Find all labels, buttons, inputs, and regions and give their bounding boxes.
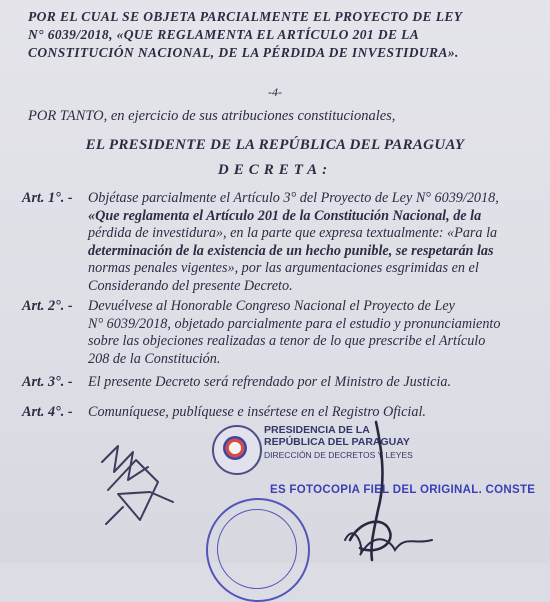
article-1-line-3: pérdida de investidura», en la parte que expresa textualmente: «Para la	[88, 225, 498, 242]
por-tanto-clause: POR TANTO, en ejercicio de sus atribuciones constitucionales,	[28, 108, 396, 124]
stamp-line-3: DIRECCIÓN DE DECRETOS Y LEYES	[264, 450, 413, 460]
stamp-line-1: PRESIDENCIA DE LA	[264, 424, 370, 436]
article-2-line-1: Devuélvese al Honorable Congreso Nacional el Proyecto de Ley	[88, 298, 455, 314]
article-4-label: Art. 4°. -	[22, 404, 73, 420]
article-4-line-1: Comuníquese, publíquese e insértese en el Registro Oficial.	[88, 404, 426, 420]
president-signature	[88, 432, 198, 532]
article-1-line-6: Considerando del presente Decreto.	[88, 277, 293, 294]
article-1-label: Art. 1°. -	[22, 190, 73, 206]
page-number: -4-	[268, 85, 282, 99]
article-1-line-4: determinación de la existencia de un hecho punible, se respetarán las	[88, 242, 494, 259]
certified-copy-stamp: ES FOTOCOPIA FIEL DEL ORIGINAL. CONSTE	[270, 484, 536, 496]
article-2-line-4: 208 de la Constitución.	[88, 350, 221, 367]
article-1-line-1: Objétase parcialmente el Artículo 3° del Proyecto de Ley N° 6039/2018,	[88, 190, 499, 206]
coat-of-arms-seal	[212, 425, 262, 475]
article-2-line-3: sobre las objeciones realizadas a tenor de lo que prescribe el Artículo	[88, 333, 486, 350]
decreta-heading: DECRETA:	[217, 162, 333, 178]
article-2-line-2: N° 6039/2018, objetado parcialmente para el estudio y pronunciamiento	[88, 315, 501, 332]
header-line-2: N° 6039/2018, «QUE REGLAMENTA EL ARTÍCULO 201 DE LA	[28, 27, 420, 42]
round-ink-stamp	[206, 498, 310, 602]
header-line-1: POR EL CUAL SE OBJETA PARCIALMENTE EL PROYECTO DE LEY	[28, 9, 463, 24]
president-heading: EL PRESIDENTE DE LA REPÚBLICA DEL PARAGUAY	[85, 137, 465, 153]
stamp-line-2: REPÚBLICA DEL PARAGUAY	[264, 436, 410, 448]
article-1-line-5: normas penales vigentes», por las argumentaciones esgrimidas en el	[88, 260, 479, 277]
document-header	[28, 8, 523, 62]
article-2-label: Art. 2°. -	[22, 298, 73, 314]
article-3-label: Art. 3°. -	[22, 374, 73, 390]
article-1-line-2: «Que reglamenta el Artículo 201 de la Constitución Nacional, de la	[88, 207, 482, 224]
certifier-signature	[340, 510, 440, 560]
article-3-line-1: El presente Decreto será refrendado por el Ministro de Justicia.	[88, 374, 452, 390]
header-line-3: CONSTITUCIÓN NACIONAL, DE LA PÉRDIDA DE INVESTIDURA».	[28, 45, 459, 60]
